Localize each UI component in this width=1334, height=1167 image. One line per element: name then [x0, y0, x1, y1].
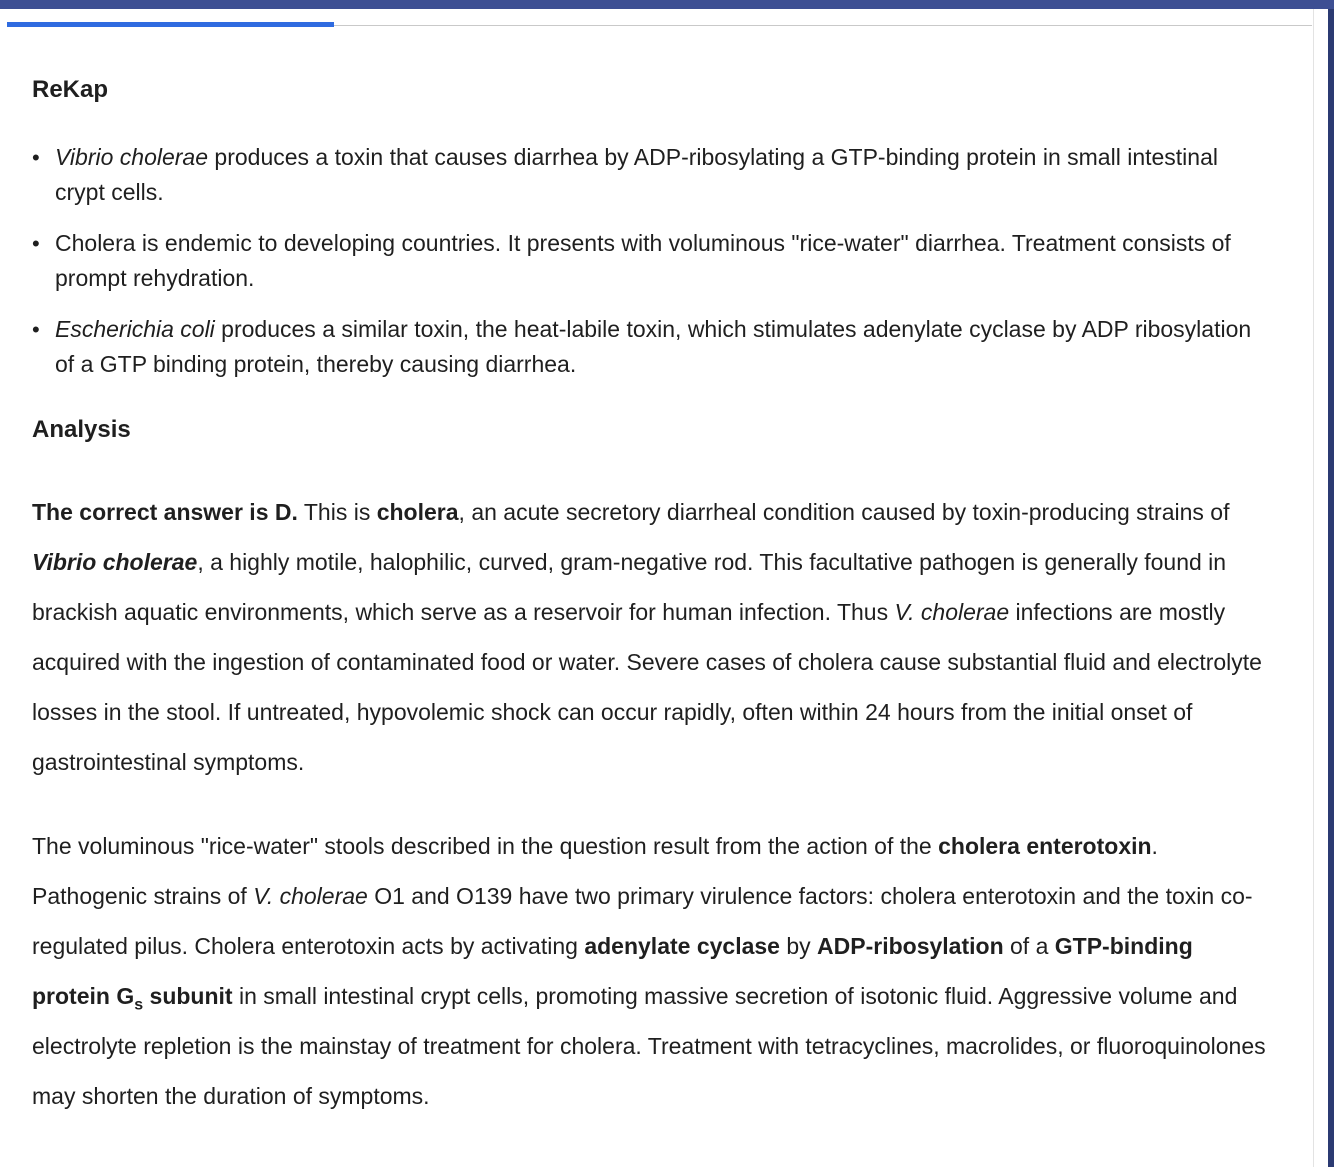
bullet-icon: •: [32, 317, 40, 342]
rekap-item-text: Cholera is endemic to developing countries. It presents with voluminous "rice-water" diarrhea. Treatment consists of prompt rehydration.: [55, 230, 1231, 291]
organism-name: V. cholerae: [253, 883, 368, 909]
progress-indicator: [7, 22, 334, 27]
text-run: of a: [1003, 933, 1055, 959]
organism-name: Escherichia coli: [55, 316, 215, 342]
text-run: The voluminous "rice-water" stools described in the question result from the action of the: [32, 833, 939, 859]
text-run: , a highly motile, halophilic, curved, gram-negative rod. This facultative pathogen is generally found in brackish aquatic environments, which serve as a reservoir for human infection. Thus: [32, 549, 1227, 625]
rekap-heading: ReKap: [32, 76, 109, 103]
rekap-item-text: produces a toxin that causes diarrhea by ADP-ribosylating a GTP-binding protein in small intestinal crypt cells.: [55, 144, 1218, 205]
window-edge: [1328, 9, 1334, 1167]
subscript: s: [134, 996, 144, 1014]
text-run: This is: [297, 499, 377, 525]
analysis-paragraph-2: [32, 821, 1272, 1121]
top-header-bar: [0, 0, 1334, 9]
text-run: O1 and O139 have two primary virulence factors: cholera enterotoxin and the toxin co-regulated pilus. Cholera enterotoxin acts by activating: [32, 883, 1253, 959]
text-run: GTP-binding protein G: [32, 933, 1193, 1009]
bullet-icon: •: [32, 231, 40, 256]
key-term: adenylate cyclase: [584, 933, 780, 959]
text-run: in small intestinal crypt cells, promoting massive secretion of isotonic fluid. Aggressive volume and electrolyte repletion is the mainstay of treatment for cholera. Treatment with tetracyclines, macrolides, or fluoroquinolones may shorten the duration of symptoms.: [32, 983, 1266, 1109]
key-term: ADP-ribosylation: [817, 933, 1004, 959]
text-run: . Pathogenic strains of: [32, 833, 1158, 909]
key-term: cholera enterotoxin: [938, 833, 1152, 859]
key-term: cholera: [376, 499, 459, 525]
text-run: , an acute secretory diarrheal condition caused by toxin-producing strains of: [458, 499, 1230, 525]
rekap-item: [32, 226, 1262, 296]
text-run: by: [779, 933, 818, 959]
organism-name: Vibrio cholerae: [32, 549, 198, 575]
correct-answer-statement: The correct answer is D.: [32, 499, 298, 525]
organism-name: Vibrio cholerae: [55, 144, 209, 170]
analysis-heading: Analysis: [32, 416, 131, 443]
rekap-list: [32, 140, 1262, 398]
rekap-item: [32, 140, 1262, 210]
rekap-item: [32, 312, 1262, 382]
rekap-item-text: produces a similar toxin, the heat-labile toxin, which stimulates adenylate cyclase by ADP ribosylation of a GTP binding protein, thereby causing diarrhea.: [55, 316, 1252, 377]
text-run: infections are mostly acquired with the ingestion of contaminated food or water. Severe cases of cholera cause substantial fluid and electrolyte losses in the stool. If untreated, hypovolemic shock can occur rapidly, often within 24 hours from the initial onset of gastrointestinal symptoms.: [32, 599, 1262, 775]
organism-name: V. cholerae: [894, 599, 1010, 625]
bullet-icon: •: [32, 145, 40, 170]
analysis-paragraph-1: [32, 487, 1272, 787]
scroll-gutter[interactable]: [1313, 9, 1328, 1167]
text-run: subunit: [143, 983, 233, 1009]
